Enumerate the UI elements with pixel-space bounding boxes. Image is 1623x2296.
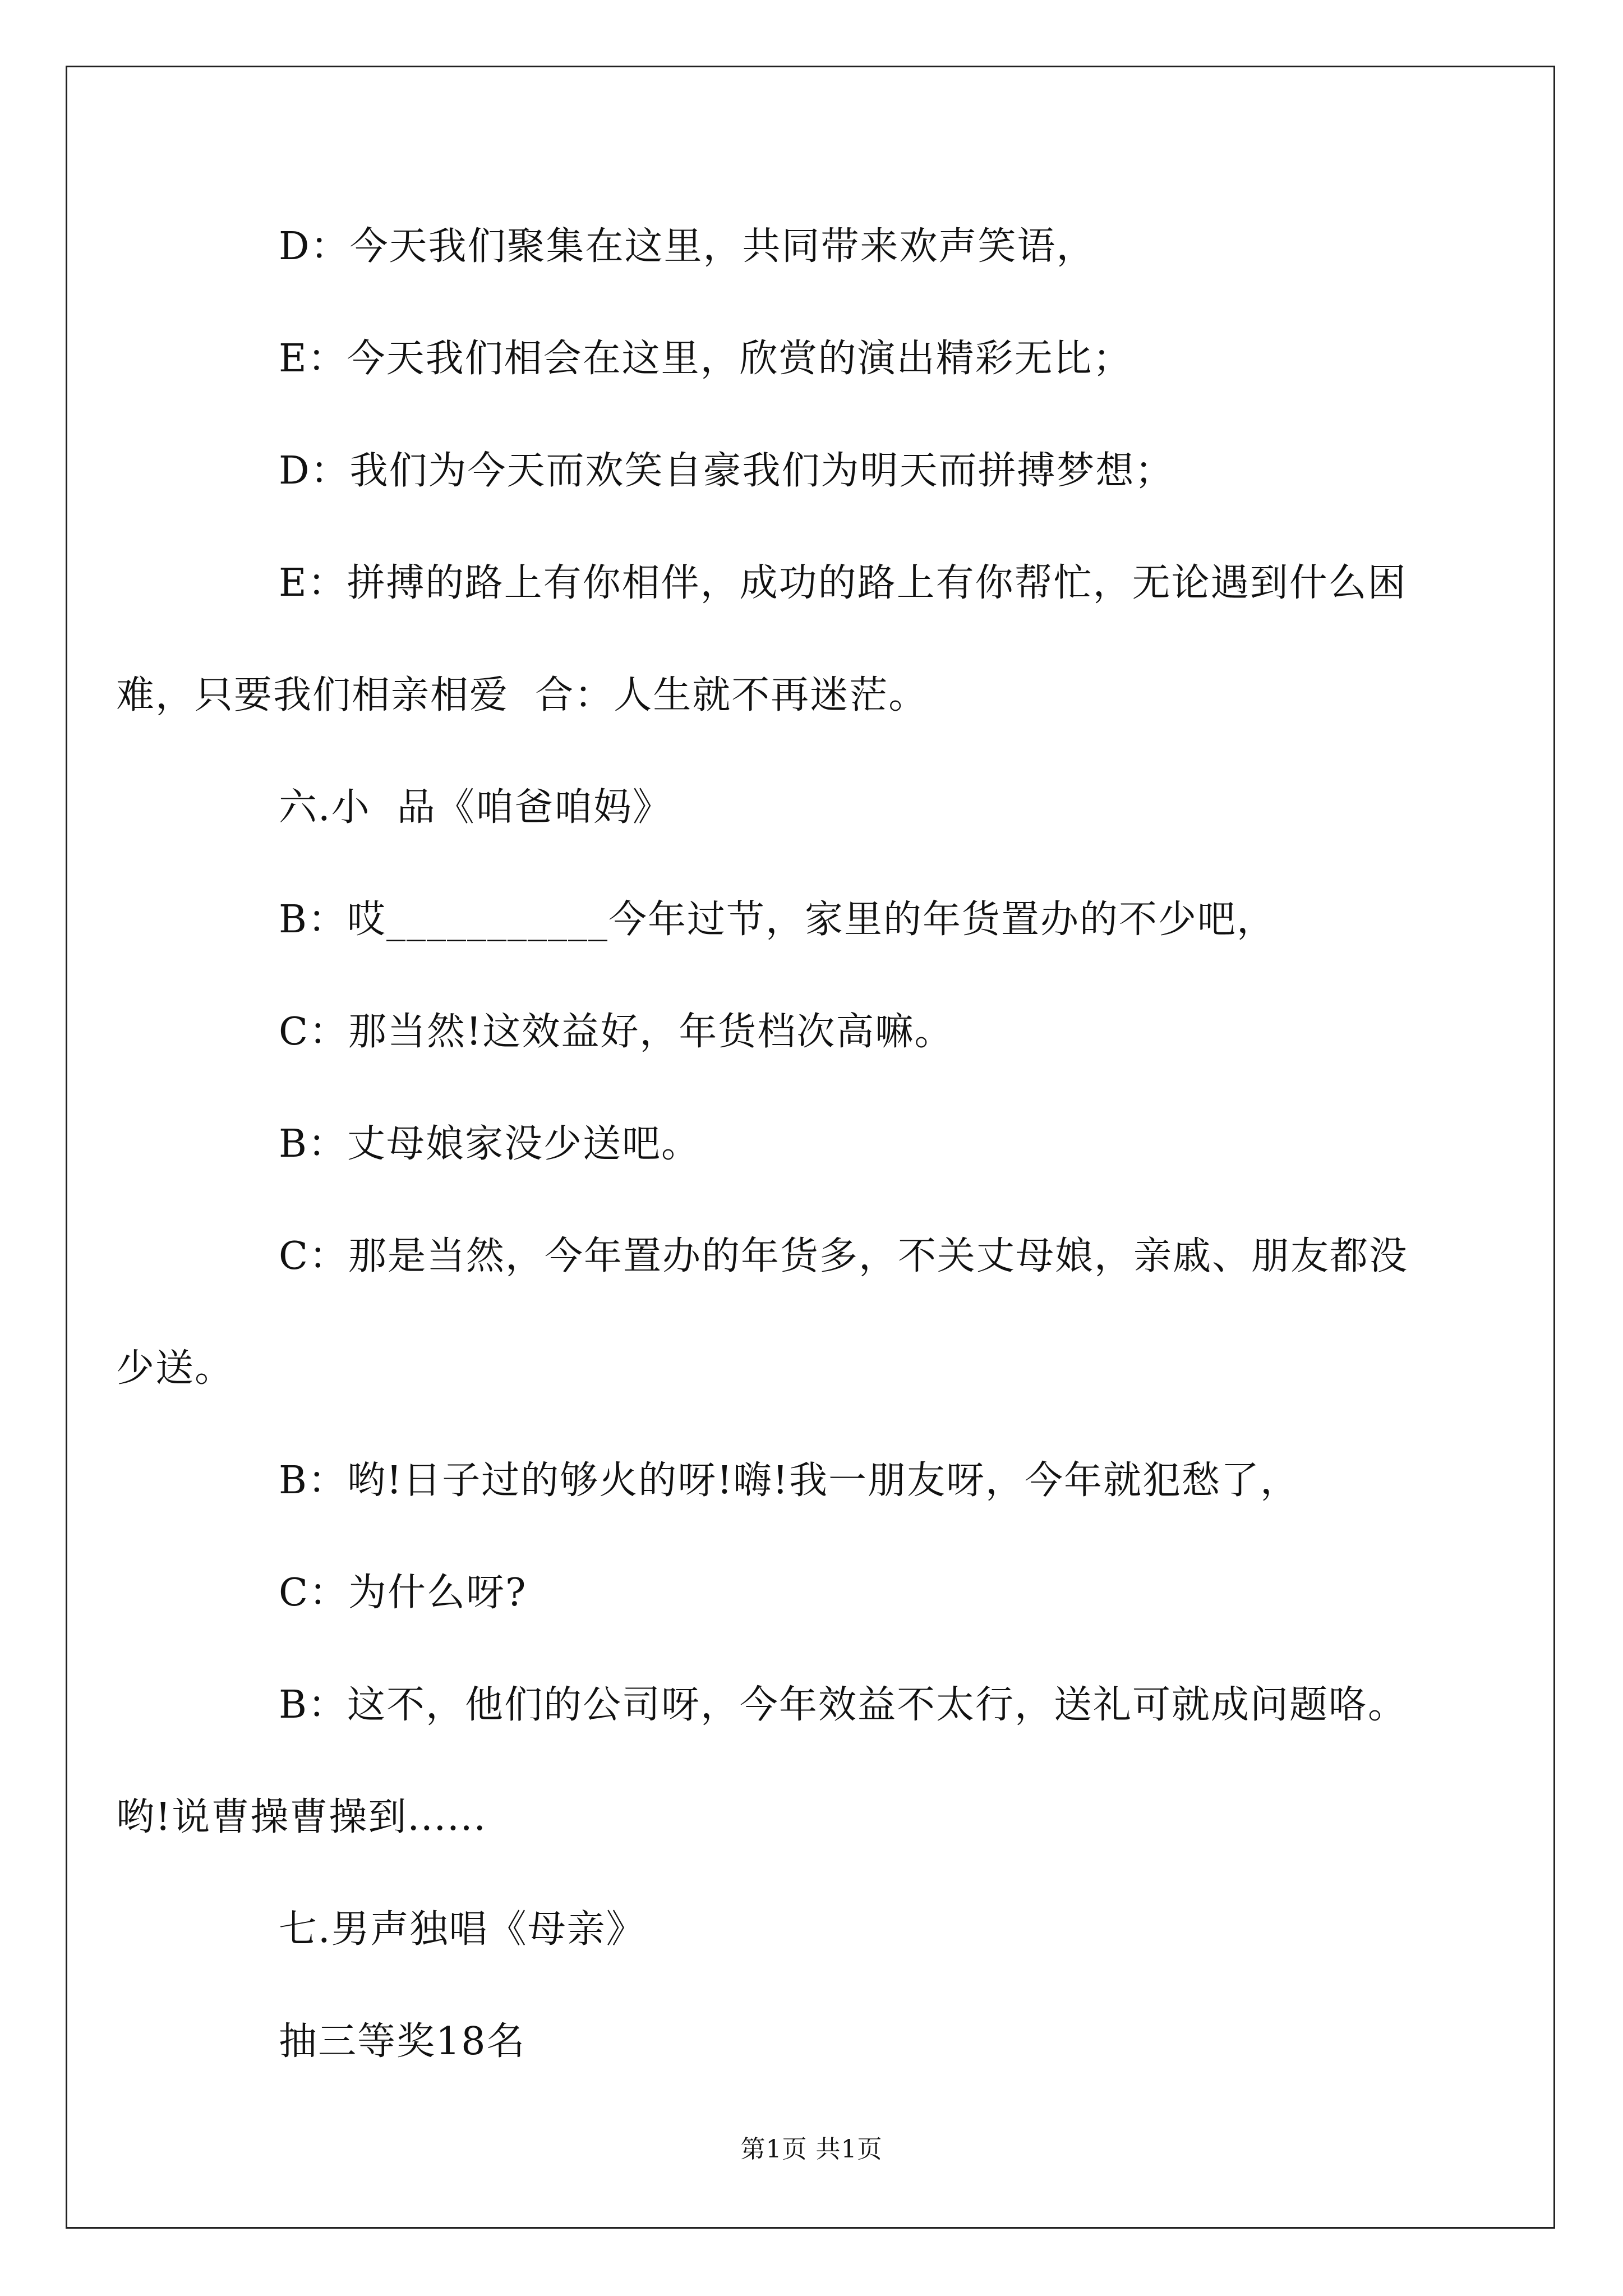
- paragraph-line: C：那当然!这效益好，年货档次高嘛。: [279, 1010, 954, 1054]
- paragraph-line: E：拼搏的路上有你相伴，成功的路上有你帮忙，无论遇到什么困: [279, 561, 1407, 605]
- paragraph: [116, 555, 1431, 724]
- paragraph-line: D：我们为今天而欢笑自豪我们为明天而拼搏梦想；: [279, 449, 1174, 493]
- section-heading: [197, 1902, 1431, 1958]
- paragraph-line: B：丈母娘家没少送吧。: [279, 1122, 700, 1166]
- paragraph-line: C：为什么呀?: [279, 1571, 527, 1615]
- paragraph: [116, 1228, 1431, 1397]
- paragraph: [197, 1565, 1431, 1621]
- paragraph-continuation: 哟!说曹操曹操到......: [116, 1795, 487, 1839]
- paragraph-line: 七.男声独唱《母亲》: [279, 1907, 645, 1952]
- paragraph-line: C：那是当然，今年置办的年货多，不关丈母娘，亲戚、朋友都没: [279, 1234, 1409, 1278]
- paragraph: [197, 1453, 1431, 1509]
- page-footer: 第1页 共1页: [740, 2135, 883, 2164]
- paragraph-line: B：哟!日子过的够火的呀!嗨!我一朋友呀，今年就犯愁了，: [279, 1458, 1299, 1503]
- paragraph-line: B：哎___________今年过节，家里的年货置办的不少吧，: [279, 898, 1276, 942]
- paragraph: [116, 1677, 1431, 1846]
- paragraph-continuation: 难，只要我们相亲相爱 合：人生就不再迷茫。: [116, 673, 928, 717]
- paragraph: [197, 1004, 1431, 1060]
- paragraph: [197, 443, 1431, 499]
- paragraph-line: 六.小 品《咱爸咱妈》: [279, 785, 672, 830]
- document-body: [116, 219, 1431, 2070]
- paragraph-line: B：这不，他们的公司呀，今年效益不太行，送礼可就成问题咯。: [279, 1683, 1407, 1727]
- paragraph: [197, 331, 1431, 387]
- paragraph-line: D：今天我们聚集在这里，共同带来欢声笑语，: [279, 224, 1096, 269]
- paragraph-continuation: 少送。: [116, 1346, 234, 1391]
- paragraph: [197, 892, 1431, 948]
- paragraph: [197, 2014, 1431, 2070]
- paragraph-line: 抽三等奖18名: [279, 2019, 526, 2064]
- paragraph: [197, 219, 1431, 275]
- paragraph-line: E：今天我们相会在这里，欣赏的演出精彩无比；: [279, 337, 1132, 381]
- paragraph: [197, 1116, 1431, 1172]
- section-heading: [197, 780, 1431, 836]
